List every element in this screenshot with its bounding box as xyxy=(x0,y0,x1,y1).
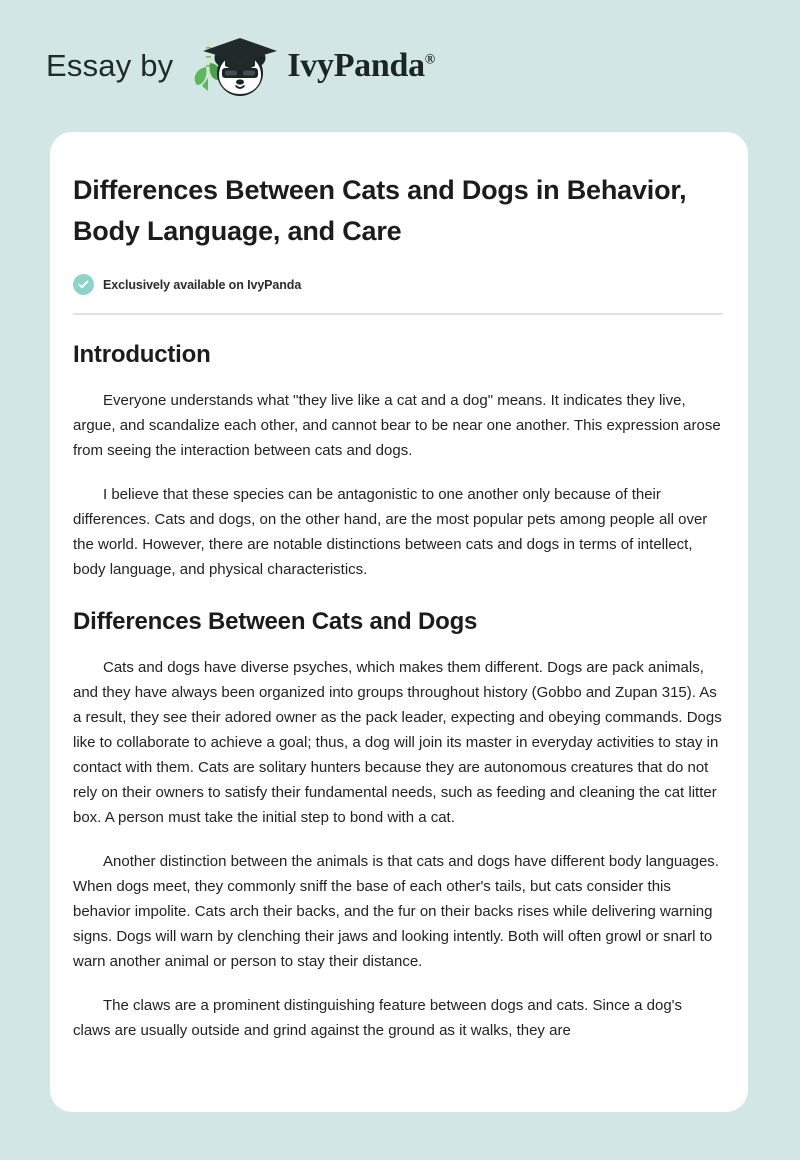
ivypanda-panda-logo-icon xyxy=(189,33,285,99)
header-divider xyxy=(73,313,723,315)
paragraph: Everyone understands what "they live like a cat and a dog" means. It indicates they live, argue, and scandalize each other, and cannot bear to be near one another. This expression arose from seeing the interaction between cats and dogs. xyxy=(73,392,721,459)
document-card xyxy=(50,132,748,1112)
essay-by-label: Essay by xyxy=(46,48,174,83)
exclusive-badge xyxy=(73,274,725,295)
ivypanda-brand[interactable] xyxy=(46,33,435,99)
page-header xyxy=(0,0,800,132)
exclusive-badge-label: Exclusively available on IvyPanda xyxy=(103,277,302,292)
section-heading-differences: Differences Between Cats and Dogs xyxy=(73,608,478,635)
section-heading-introduction: Introduction xyxy=(73,341,211,368)
registered-trademark-mark: ® xyxy=(424,52,435,68)
check-circle-icon xyxy=(73,274,94,295)
paragraph: I believe that these species can be antagonistic to one another only because of their differences. Cats and dogs, on the other hand, are the most popular pets among people all over the world. However, there are notable distinctions between cats and dogs in terms of intellect, body language, and physical characteristics. xyxy=(73,486,708,578)
ivypanda-wordmark xyxy=(287,47,435,85)
paragraph: The claws are a prominent distinguishing feature between dogs and cats. Since a dog's claws are usually outside and grind against the ground as it walks, they are xyxy=(73,997,683,1039)
paragraph: Cats and dogs have diverse psyches, which makes them different. Dogs are pack animals, and they have always been organized into groups throughout history (Gobbo and Zupan 315). As a result, they see their adored owner as the pack leader, expecting and obeying commands. Dogs like to collaborate to achieve a goal; thus, a dog will join its master in everyday activities to stay in contact with them. Cats are solitary hunters because they are autonomous creatures that do not rely on their owners to satisfy their fundamental needs, such as feeding and cleaning the cat litter box. A person must take the initial step to bond with a cat. xyxy=(73,659,722,826)
brand-name-text: IvyPanda xyxy=(287,47,425,84)
page-title: Differences Between Cats and Dogs in Behavior, Body Language, and Care xyxy=(73,175,687,246)
paragraph: Another distinction between the animals is that cats and dogs have different body languages. When dogs meet, they commonly sniff the base of each other's tails, but cats consider this behavior impolite. Cats arch their backs, and the fur on their backs rises while delivering warning signs. Dogs will warn by clenching their jaws and looking intently. Both will often growl or snarl to warn another animal or person to stay their distance. xyxy=(73,853,719,970)
